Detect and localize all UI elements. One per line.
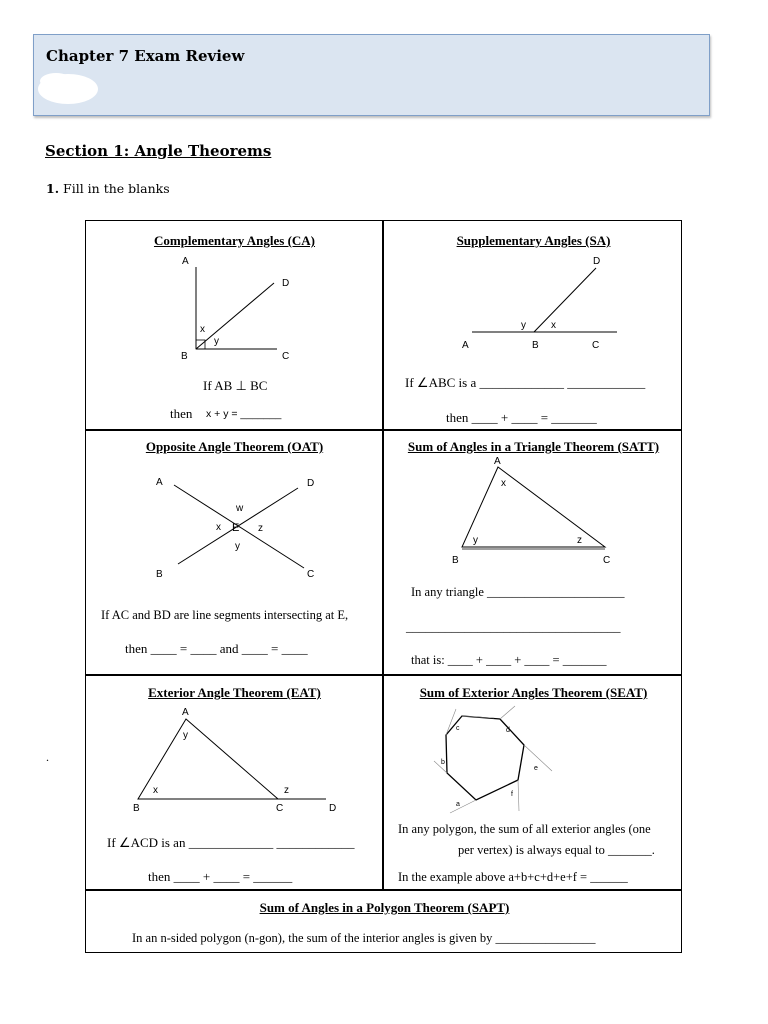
oat-label-a: A	[156, 477, 163, 488]
cell-opposite-angle	[86, 431, 383, 675]
seat-line1: In any polygon, the sum of all exterior angles (one	[398, 822, 651, 836]
ca-label-d: D	[282, 278, 290, 289]
oat-then: then ____ = ____ and ____ = ____	[125, 641, 308, 656]
satt-label-z: z	[577, 535, 582, 546]
eat-diagram	[86, 676, 383, 890]
sa-label-d: D	[593, 256, 601, 267]
seat-label-f: f	[511, 791, 513, 798]
eat-label-a: A	[182, 707, 189, 718]
satt-label-a: A	[494, 456, 501, 467]
seat-label-d: d	[506, 727, 510, 734]
ca-label-x: x	[200, 324, 205, 335]
ca-formula: x + y = _______	[206, 408, 282, 420]
cell-complementary-angles	[86, 221, 383, 430]
cell-exterior-angles-sum	[384, 676, 683, 890]
cell-supplementary-angles	[384, 221, 683, 430]
eat-label-b: B	[133, 803, 140, 814]
section-title: Section 1: Angle Theorems	[45, 142, 272, 160]
satt-label-c: C	[603, 555, 611, 566]
header-box	[33, 34, 710, 116]
eat-label-d: D	[329, 803, 337, 814]
satt-line3: that is: ____ + ____ + ____ = _______	[411, 653, 607, 667]
question-number: 1.	[46, 181, 60, 196]
oat-label-e: E	[232, 522, 240, 534]
sa-condition: If ∠ABC is a _____________ ____________	[405, 375, 646, 390]
question-label	[46, 181, 170, 196]
seat-label-a: a	[456, 801, 460, 808]
ca-label-b: B	[181, 351, 188, 362]
sa-diagram	[384, 221, 683, 430]
ca-diagram	[86, 221, 383, 430]
seat-line3: In the example above a+b+c+d+e+f = ______	[398, 870, 628, 884]
seat-label-c: c	[456, 725, 460, 732]
eat-then: then ____ + ____ = ______	[148, 869, 293, 884]
oat-condition: If AC and BD are line segments intersecting at E,	[101, 608, 349, 622]
redaction-mark	[36, 71, 100, 107]
sapt-title: Sum of Angles in a Polygon Theorem (SAPT)	[259, 900, 510, 915]
satt-title: Sum of Angles in a Triangle Theorem (SATT)	[407, 439, 660, 454]
stray-dot: .	[46, 750, 49, 764]
satt-diagram	[384, 431, 683, 675]
seat-label-e: e	[534, 765, 538, 772]
eat-label-y: y	[183, 730, 188, 741]
page-title: Chapter 7 Exam Review	[46, 47, 245, 65]
sa-label-x: x	[551, 320, 556, 331]
satt-line1: In any triangle ______________________	[411, 585, 625, 599]
oat-label-w: w	[236, 503, 244, 514]
sa-label-b: B	[532, 340, 539, 351]
ca-condition: If AB ⊥ BC	[203, 378, 268, 393]
eat-label-c: C	[276, 803, 284, 814]
sa-title: Supplementary Angles (SA)	[456, 233, 611, 248]
sa-label-a: A	[462, 340, 469, 351]
satt-label-b: B	[452, 555, 459, 566]
oat-diagram	[86, 431, 383, 675]
ca-then: then	[170, 406, 193, 421]
ca-title: Complementary Angles (CA)	[153, 233, 316, 248]
seat-label-b: b	[441, 759, 445, 766]
eat-title: Exterior Angle Theorem (EAT)	[148, 685, 321, 700]
sa-then: then ____ + ____ = _______	[446, 410, 597, 425]
satt-label-x: x	[501, 478, 506, 489]
question-text: Fill in the blanks	[63, 181, 170, 196]
cell-triangle-sum	[384, 431, 683, 675]
seat-title: Sum of Exterior Angles Theorem (SEAT)	[419, 685, 648, 700]
sa-label-y: y	[521, 320, 526, 331]
eat-label-z: z	[284, 785, 289, 796]
oat-label-z: z	[258, 523, 263, 534]
oat-title: Opposite Angle Theorem (OAT)	[145, 439, 324, 454]
sa-label-c: C	[592, 340, 600, 351]
sapt-line: In an n-sided polygon (n-gon), the sum of the interior angles is given by ________________	[132, 931, 596, 945]
oat-label-d: D	[307, 478, 315, 489]
cell-polygon-sum	[86, 891, 683, 954]
cell-exterior-angle	[86, 676, 383, 890]
eat-condition: If ∠ACD is an _____________ ____________	[107, 835, 355, 850]
eat-label-x: x	[153, 785, 158, 796]
seat-line2: per vertex) is always equal to _______.	[458, 843, 655, 857]
oat-label-c: C	[307, 569, 315, 580]
ca-label-a: A	[182, 256, 189, 267]
ca-label-y: y	[214, 336, 219, 347]
satt-label-y: y	[473, 535, 478, 546]
oat-label-b: B	[156, 569, 163, 580]
ca-label-c: C	[282, 351, 290, 362]
oat-label-x: x	[216, 522, 221, 533]
oat-label-y: y	[235, 541, 240, 552]
theorem-table	[85, 220, 682, 953]
satt-line2: _________________________________	[406, 619, 621, 634]
